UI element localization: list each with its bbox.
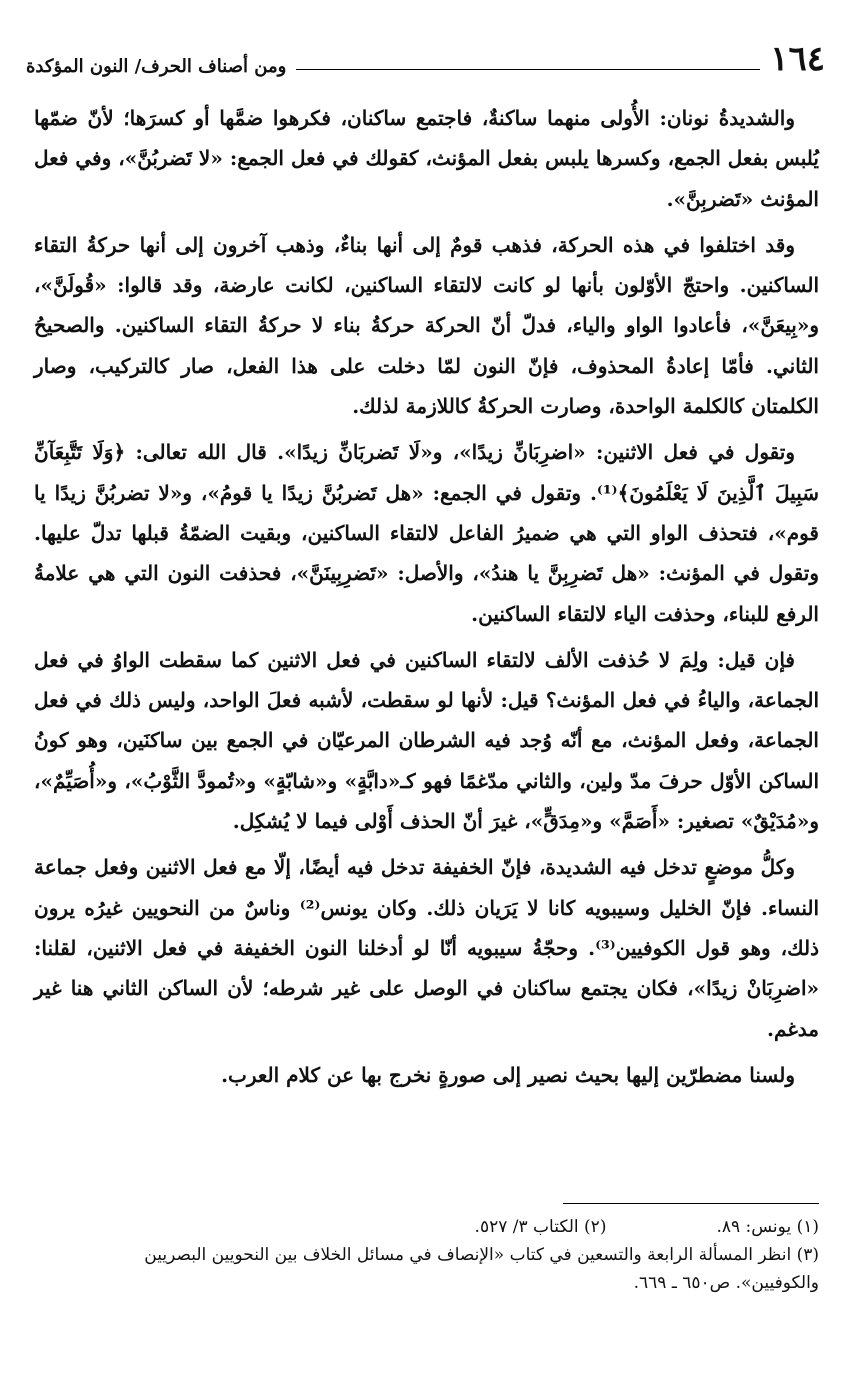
footnote-2: (٢) الكتاب ٣/ ٥٢٧. — [474, 1217, 607, 1237]
header-rule — [296, 69, 760, 70]
paragraph: والشديدةُ نونان: الأُولى منهما ساكنةٌ، فاجتمع ساكنان، فكرهوا ضمَّها أو كسرَها؛ لأنّ ضمّها يُلبس بفعل الجمع، وكسرها يلبس بفعل المؤنث، كقولك في فعل الجمع: «لا تَضربُنَّ»، وفي فعل المؤنث «تَضربِنَّ». — [34, 106, 819, 211]
paragraph: ولسنا مضطرّين إليها بحيث نصير إلى صورةٍ نخرج بها عن كلام العرب. — [221, 1062, 795, 1087]
page-number: ١٦٤ — [770, 39, 825, 79]
paragraph: وكلُّ موضعٍ تدخل فيه الشديدة، فإنّ الخفيفة تدخل فيه أيضًا، إلّا مع فعل الاثنين وفعل جماعة النساء. فإنّ الخليل وسيبويه كانا لا يَرَيان ذلك. وكان يونس⁽²⁾ وناسٌ من النحويين غيرُه يرون ذلك، وهو قول الكوفيين⁽³⁾. وحجّةُ سيبويه أنّا لو أدخلنا النون الخفيفة في فعل الاثنين، لقلنا: «اضرِبَانْ زيدًا»، فكان يجتمع ساكنان في الوصل على غير شرطه؛ لأن الساكن الثاني هنا غير مدغم. — [34, 855, 820, 1041]
page-header — [26, 30, 825, 79]
footnote-separator — [563, 1203, 819, 1204]
body-text — [34, 98, 819, 1101]
footnotes — [34, 1213, 819, 1297]
paragraph: وقد اختلفوا في هذه الحركة، فذهب قومٌ إلى أنها بناءٌ، وذهب آخرون إلى أنها حركةُ التقاء الساكنين. واحتجّ الأوّلون بأنها لو كانت لالتقاء الساكنين، لكانت عارضة، وقد قالوا: «قُولَنَّ»، و«بِيعَنَّ»، فأعادوا الواو والياء، فدلّ أنّ الحركة حركةُ بناء لا حركةُ التقاء الساكنين. والصحيحُ الثاني. فأمّا إعادةُ المحذوف، فإنّ النون لمّا دخلت على هذا الفعل، صار كالتركيب، وصار الكلمتان كالكلمة الواحدة، وصارت الحركةُ كاللازمة لذلك. — [34, 232, 819, 419]
footnote-3-line-2: والكوفيين». ص٦٥٠ ـ ٦٦٩. — [633, 1273, 819, 1293]
footnote-3-line-1: (٣) انظر المسألة الرابعة والتسعين في كتاب «الإنصاف في مسائل الخلاف بين النحويين البصريين — [144, 1245, 819, 1265]
chapter-title: ومن أصناف الحرف/ النون المؤكدة — [26, 56, 287, 77]
paragraph: وتقول في فعل الاثنين: «اضرِبَانِّ زيدًا»، و«لَا تَضربَانِّ زيدًا». قال الله تعالى: ﴿وَلَا تَتَّبِعَآنِّ سَبِيلَ ٱلَّذِينَ لَا يَعْلَمُونَ﴾⁽¹⁾. وتقول في الجمع: «هل تَضربُنَّ زيدًا يا قومُ»، و«لا تضربُنَّ زيدًا يا قوم»، فتحذف الواو التي هي ضميرُ الفاعل لالتقاء الساكنين، وبقيت الضمّةُ قبلها تدلّ عليها. وتقول في المؤنث: «هل تَضرِبِنَّ يا هندُ»، والأصل: «تَضرِبِينَنَّ»، فحذفت النون التي هي علامةُ الرفع للبناء، وحذفت الياء لالتقاء الساكنين. — [34, 440, 819, 626]
footnote-1: (١) يونس: ٨٩. — [716, 1217, 819, 1237]
footnote-row — [34, 1213, 819, 1241]
paragraph: فإن قيل: ولِمَ لا حُذفت الألف لالتقاء الساكنين في فعل الاثنين كما سقطت الواوُ في فعل الجماعة، والياءُ في فعل المؤنث؟ قيل: لأنها لو سقطت، لأشبه فعلَ الواحد، وليس ذلك في فعل الجماعة، وفعل المؤنث، مع أنّه وُجد فيه الشرطان المرعيّان في الجمع بين ساكنَين، وهو كونُ الساكن الأوّل حرفَ مدّ ولين، والثاني مدّغمًا فهو كـ«دابَّةٍ» و«شابّةٍ» و«تُمودَّ الثَّوْبُ»، و«أُصَيِّمٌ»، و«مُدَيْقٌ» تصغير: «أَصَمَّ» و«مِدَقٍّ»، غيرَ أنّ الحذف أَوْلى فيما لا يُشكِل. — [34, 647, 819, 834]
